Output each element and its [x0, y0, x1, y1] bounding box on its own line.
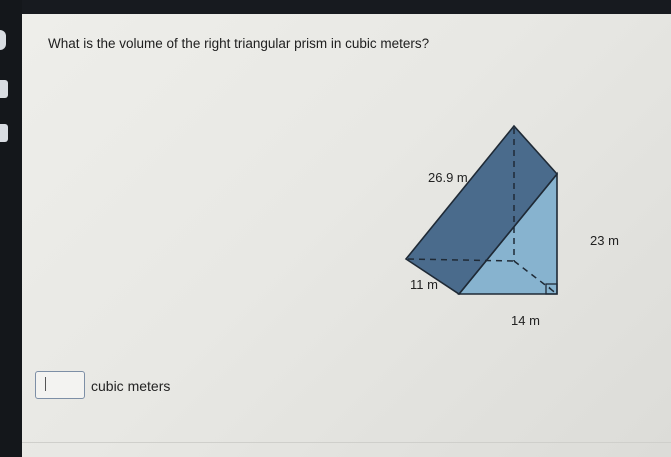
- window-top-bezel: [0, 0, 671, 14]
- answer-input[interactable]: [35, 371, 85, 399]
- text-cursor: [45, 377, 46, 391]
- sidebar-tab-icon[interactable]: [0, 30, 6, 50]
- base-label: 14 m: [511, 313, 540, 328]
- triangular-prism-figure: [384, 118, 624, 348]
- divider: [22, 442, 671, 443]
- hypotenuse-label: 26.9 m: [428, 170, 468, 185]
- left-sidebar: [0, 0, 22, 457]
- question-panel: [22, 14, 671, 457]
- height-label: 23 m: [590, 233, 619, 248]
- sidebar-tab-icon[interactable]: [0, 124, 8, 142]
- question-text: What is the volume of the right triangular prism in cubic meters?: [48, 36, 430, 51]
- unit-label: cubic meters: [91, 378, 171, 394]
- sidebar-tab-icon[interactable]: [0, 80, 8, 98]
- depth-label: 11 m: [410, 277, 438, 292]
